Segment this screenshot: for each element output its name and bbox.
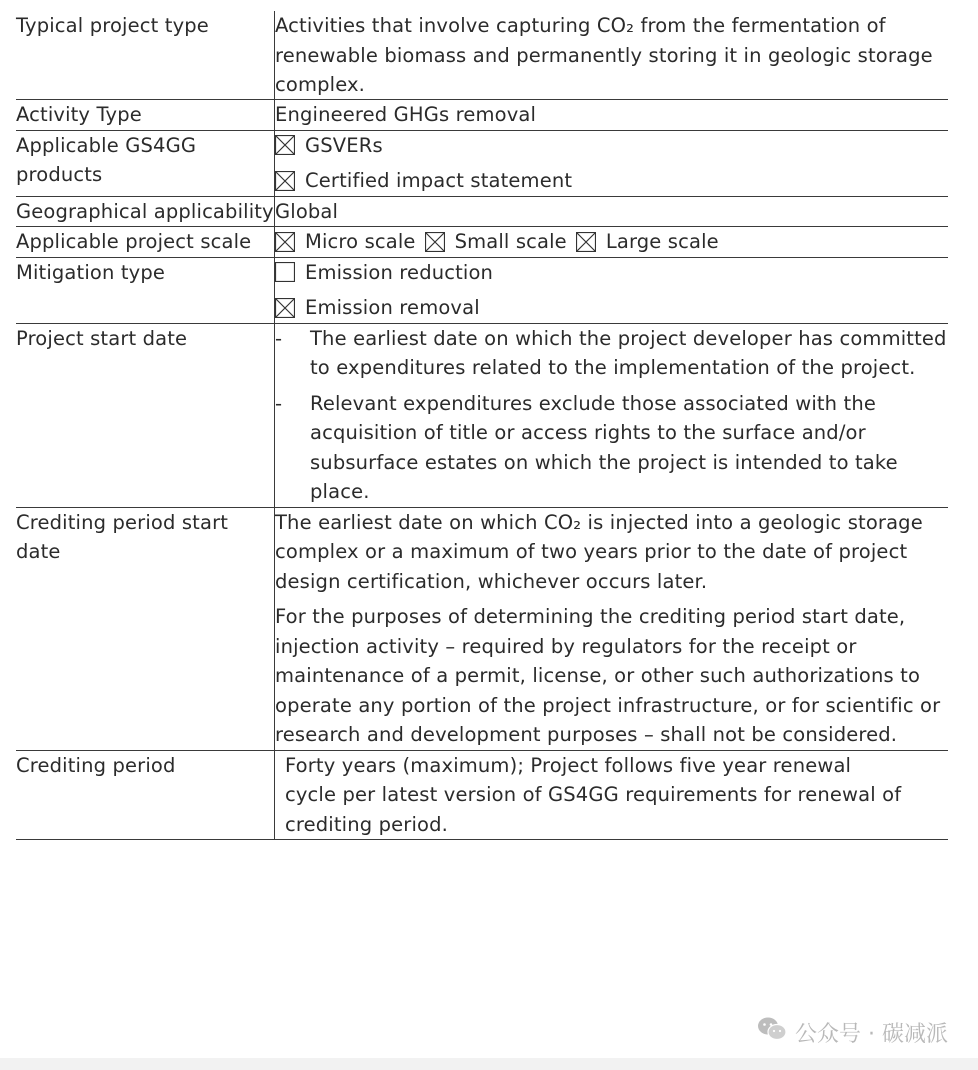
row-value: [275, 323, 949, 507]
table-row-geographical-applicability: [16, 196, 948, 227]
watermark-text: 公众号 · 碳减派: [795, 1021, 948, 1047]
table-row-project-start-date: [16, 323, 948, 507]
row-label: Geographical applicability: [16, 196, 275, 227]
row-label: Crediting period: [16, 750, 275, 840]
list-item: [275, 389, 948, 507]
row-label: Mitigation type: [16, 257, 275, 323]
checked-box-icon[interactable]: [275, 171, 295, 191]
checked-box-icon[interactable]: [576, 232, 596, 252]
bullet-dash: -: [275, 326, 283, 350]
table-row-typical-project-type: [16, 11, 948, 100]
table-row-crediting-period: [16, 750, 948, 840]
row-value: Engineered GHGs removal: [275, 103, 537, 126]
scale-options: [275, 227, 948, 257]
bottom-edge: [0, 1058, 978, 1070]
wechat-icon: [757, 1016, 787, 1048]
list-item: [275, 324, 948, 383]
paragraph: The earliest date on which CO₂ is injected into a geologic storage complex or a maximum of two years prior to the date of project design certification, whichever occurs later.: [275, 510, 923, 593]
row-value-text: Activities that involve capturing CO₂ from the fermentation of renewable biomass and permanently storing it in geologic storage complex.: [275, 14, 933, 96]
option-label: Large scale: [605, 230, 719, 253]
list-item-text: Relevant expenditures exclude those associated with the acquisition of title or access rights to the surface and/or subsurface estates on which the project is intended to take place.: [310, 391, 898, 503]
option-emission-removal: [275, 293, 948, 323]
option-gsvers: [275, 131, 948, 161]
row-label: Typical project type: [16, 11, 275, 100]
checked-box-icon[interactable]: [425, 232, 445, 252]
row-label: Project start date: [16, 323, 275, 507]
table-row-mitigation-type: [16, 257, 948, 323]
row-value: Global: [275, 199, 339, 223]
option-label: Micro scale: [305, 230, 416, 253]
table-row-crediting-period-start-date: [16, 507, 948, 750]
methodology-summary-table: [16, 11, 948, 840]
paragraph: For the purposes of determining the crediting period start date, injection activity – required by regulators for the receipt or maintenance of a permit, license, or other such authorizations to operate any portion of the project infrastructure, or for scientific or research and development purposes – shall not be considered.: [275, 605, 941, 746]
checked-box-icon[interactable]: [275, 135, 295, 155]
row-value: [275, 227, 949, 258]
option-label: GSVERs: [305, 133, 383, 157]
table-row-applicable-products: [16, 130, 948, 196]
checked-box-icon[interactable]: [275, 298, 295, 318]
row-value: [275, 257, 949, 323]
watermark: [757, 1016, 948, 1048]
row-label: Applicable GS4GG products: [16, 130, 275, 196]
option-label: Small scale: [454, 230, 567, 253]
table-row-project-scale: [16, 227, 948, 258]
row-label: Crediting period start date: [16, 507, 275, 750]
option-certified-impact-statement: [275, 166, 948, 196]
row-label: Applicable project scale: [16, 227, 275, 258]
table-row-activity-type: [16, 100, 948, 131]
row-value: Forty years (maximum); Project follows five year renewal cycle per latest version of GS4GG requirements for renewal of crediting period.: [285, 753, 902, 836]
row-value: [275, 507, 949, 750]
list-item-text: The earliest date on which the project developer has committed to expenditures related to the implementation of the project.: [310, 326, 947, 379]
option-emission-reduction: [275, 258, 948, 288]
row-value: [275, 130, 949, 196]
option-label: Emission removal: [305, 296, 480, 319]
option-label: Emission reduction: [305, 260, 494, 284]
checked-box-icon[interactable]: [275, 232, 295, 252]
bullet-dash: -: [275, 391, 283, 415]
unchecked-box-icon[interactable]: [275, 262, 295, 282]
row-value: [275, 11, 949, 100]
row-label: Activity Type: [16, 100, 275, 131]
option-label: Certified impact statement: [305, 169, 573, 192]
